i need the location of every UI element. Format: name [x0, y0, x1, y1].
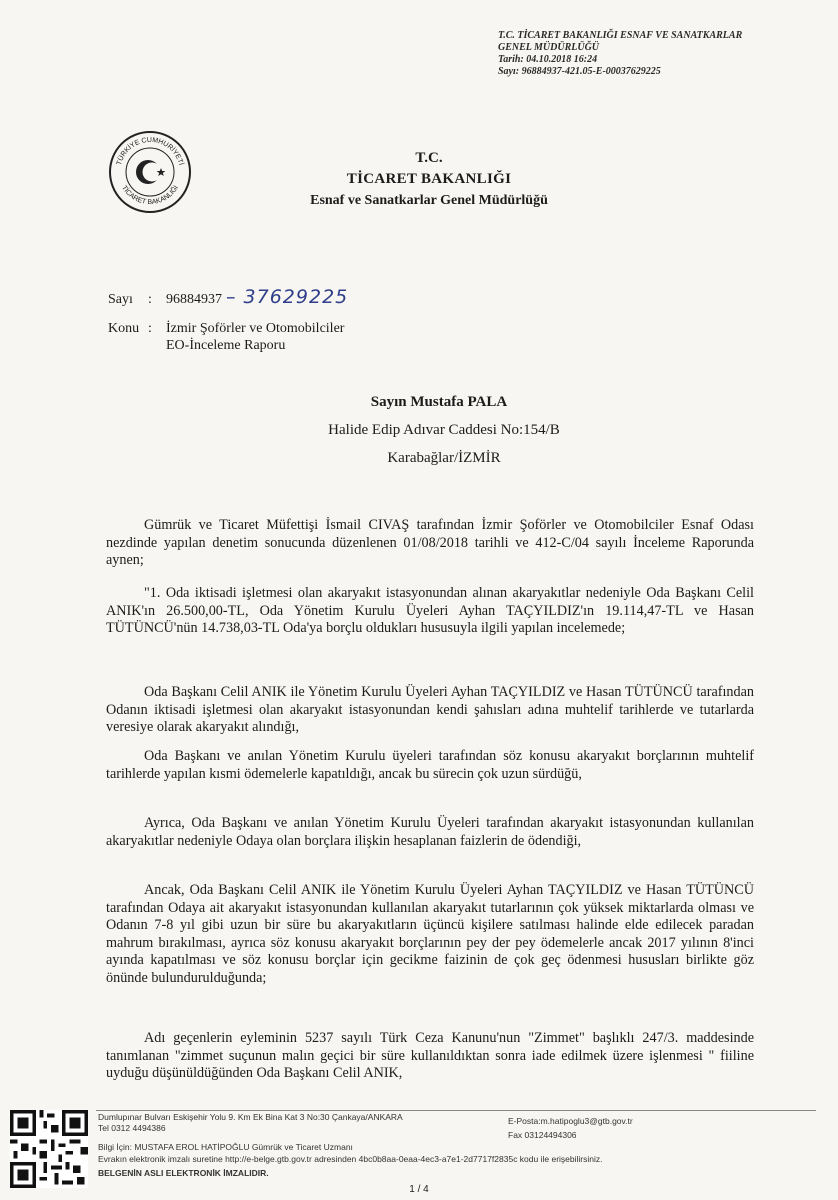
body-text-5	[106, 815, 754, 850]
footer-signed-note: BELGENİN ASLI ELEKTRONİK İMZALIDIR.	[98, 1168, 269, 1178]
footer-divider	[96, 1110, 816, 1111]
footer-fax: Fax 03124494306	[508, 1130, 577, 1140]
reference-colon: :	[148, 292, 152, 307]
seal-bottom-text: TİCARET BAKANLIĞI	[120, 184, 180, 207]
recipient-address-1: Halide Edip Adıvar Caddesi No:154/B	[328, 422, 560, 438]
reference-label: Sayı	[108, 292, 133, 307]
paragraph-5: Ayrıca, Oda Başkanı ve anılan Yönetim Kurulu Üyeleri tarafından akaryakıt istasyonundan kullanılan akaryakıtlar nedeniyle Odaya olan borçlara ilişkin hesaplanan faizlerin de ödendiği,	[106, 815, 754, 849]
letterhead-ministry: TİCARET BAKANLIĞI	[346, 171, 512, 187]
page-footer	[0, 1108, 838, 1200]
paragraph-7: Adı geçenlerin eyleminin 5237 sayılı Türk Ceza Kanunu'nun "Zimmet" başlıklı 247/3. maddesinde tanımlanan "zimmet suçunun malın geçici bir süre kullanıldıktan sonra iade edilmek üzere işlenmesi " fiiline uyduğu düşünüldüğünden Oda Başkanı Celil ANIK,	[106, 1030, 754, 1081]
body-text-6	[106, 882, 754, 987]
paragraph-6: Ancak, Oda Başkanı Celil ANIK ile Yönetim Kurulu Üyeleri Ayhan TAÇYILDIZ ve Hasan TÜTÜNCÜ tarafından Odaya ait akaryakıt istasyonundan kullanılan akaryakıt tutarlarının çok yüksek miktarlarda olması ve Odanın 7-8 yıl gibi uzun bir süre bu akaryakıtların üçüncü kişilere satılması halinde elde edilecek paradan mahrum bırakılması, ayrıca söz konusu akaryakıt borçlarının pey der pey ödemelerle ancak 2017 yılının 8'inci ayında kapatılması ve söz konusu borçlar için gecikme faizinin de çok geç ödenmesi hususları birlikte göz önünde bulundurulduğunda;	[106, 882, 754, 986]
seal-top-text: TÜRKİYE CUMHURİYETİ	[115, 136, 185, 167]
paragraph-1: Gümrük ve Ticaret Müfettişi İsmail CIVAŞ tarafından İzmir Şoförler ve Otomobilciler Esnaf Odası nezdinde yapılan denetim sonucunda düzenlenen 01/08/2018 tarihli ve 412-C/04 sayılı İnceleme Raporunda aynen;	[106, 517, 754, 568]
footer-verification-note: Evrakın elektronik imzalı suretine http://e-belge.gtb.gov.tr adresinden 4bc0b8aa-0eaa-4ec3-a7e1-2d7717f2835c kodu ile erişebilirsiniz.	[98, 1154, 603, 1164]
footer-contact-info: Bilgi İçin: MUSTAFA EROL HATİPOĞLU Gümrük ve Ticaret Uzmanı	[98, 1142, 353, 1152]
paragraph-4: Oda Başkanı ve anılan Yönetim Kurulu üyeleri tarafından söz konusu akaryakıt borçlarının muhtelif tarihlerde yapılan kısmi ödemelerle kapatıldığı, ancak bu sürecin çok uzun sürdüğü,	[106, 748, 754, 782]
body-text-4	[106, 748, 754, 783]
reference-number-row	[108, 288, 348, 309]
recipient-address-2: Karabağlar/İZMİR	[387, 450, 501, 466]
paragraph-3: Oda Başkanı Celil ANIK ile Yönetim Kurulu Üyeleri Ayhan TAÇYILDIZ ve Hasan TÜTÜNCÜ tarafından Odanın iktisadi işletmesi olan akaryakıt istasyonundan kendi şahısları adına muhtelif tarihlerde ve tutarlarda veresiye olarak akaryakıt alındığı,	[106, 684, 754, 735]
paragraph-2: "1. Oda iktisadi işletmesi olan akaryakıt istasyonundan alınan akaryakıtlar nedeniyle Oda Başkanı Celil ANIK'ın 26.500,00-TL, Oda Yönetim Kurulu Üyeleri Ayhan TAÇYILDIZ'ın 19.114,47-TL ve Hasan TÜTÜNCÜ'nün 14.738,03-TL Oda'ya borçlu oldukları hususuyla ilgili yapılan incelemede;	[106, 585, 754, 636]
body-text	[106, 517, 754, 570]
subject-colon: :	[148, 321, 152, 336]
qr-code-icon	[10, 1110, 88, 1188]
subject-row	[108, 320, 344, 338]
stamp-line-2: GENEL MÜDÜRLÜĞÜ	[498, 42, 600, 53]
footer-tel: Tel 0312 4494386	[98, 1123, 166, 1133]
stamp-date: Tarih: 04.10.2018 16:24	[498, 54, 598, 65]
subject-line-1: İzmir Şoförler ve Otomobilciler	[166, 321, 345, 336]
body-text-2	[106, 585, 754, 638]
reference-number: 96884937	[166, 292, 222, 307]
letterhead-tc: T.C.	[415, 150, 443, 166]
subject-line-2: EO-İnceleme Raporu	[166, 338, 286, 353]
recipient-name: Sayın Mustafa PALA	[370, 394, 508, 410]
subject-row-2	[166, 337, 285, 355]
body-text-3	[106, 684, 754, 737]
recipient-block	[0, 388, 838, 472]
letterhead-directorate: Esnaf ve Sanatkarlar Genel Müdürlüğü	[310, 193, 548, 208]
page-number: 1 / 4	[409, 1184, 429, 1195]
footer-email[interactable]: E-Posta:m.hatipoglu3@gtb.gov.tr	[508, 1116, 633, 1126]
registration-stamp	[498, 30, 828, 78]
body-text-7	[106, 1030, 754, 1083]
subject-label: Konu	[108, 321, 140, 336]
stamp-number: Sayı: 96884937-421.05-E-00037629225	[498, 66, 661, 77]
handwritten-reference-number: – 37629225	[226, 286, 349, 308]
footer-address: Dumlupınar Bulvarı Eskişehir Yolu 9. Km Ek Bina Kat 3 No:30 Çankaya/ANKARA	[98, 1112, 403, 1122]
letterhead	[0, 148, 838, 212]
stamp-line-1: T.C. TİCARET BAKANLIĞI ESNAF VE SANATKARLAR	[498, 30, 743, 41]
